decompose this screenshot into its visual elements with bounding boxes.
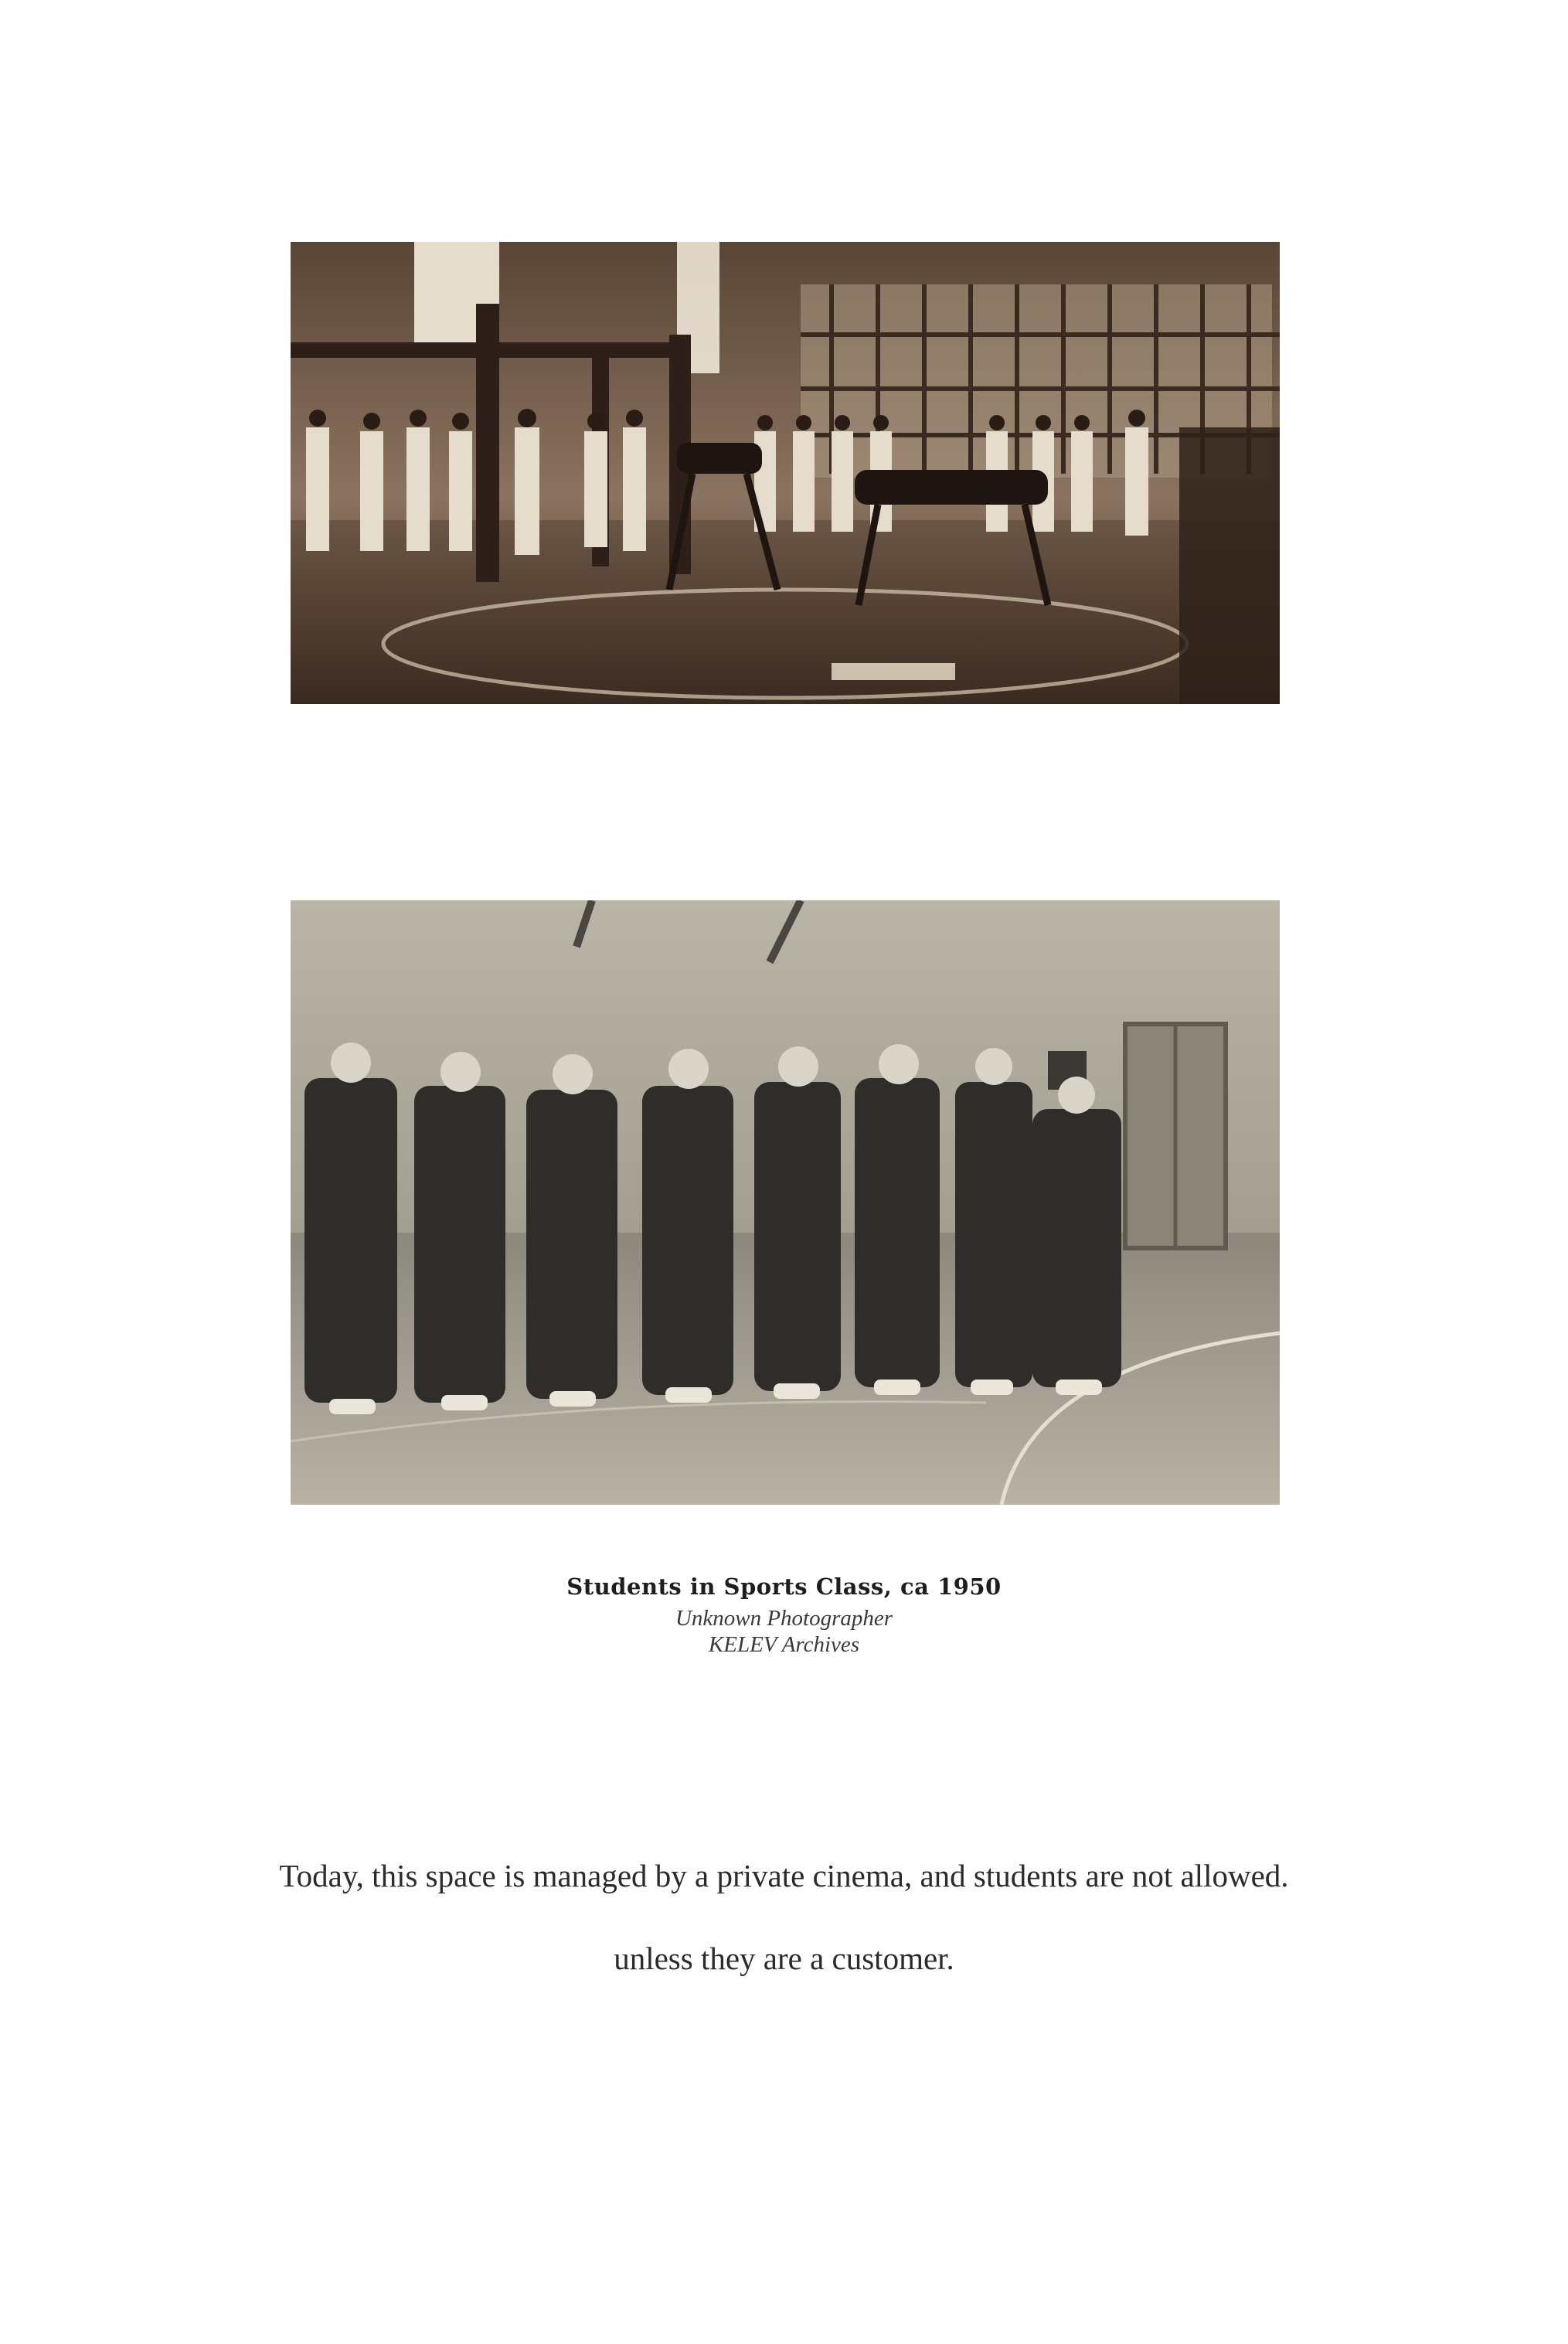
caption-archive: KELEV Archives <box>708 1632 860 1657</box>
body-paragraph: Today, this space is managed by a private cinema, and students are not allowed. <box>279 1858 1289 1893</box>
body-paragraph-continued: unless they are a customer. <box>614 1941 954 1976</box>
caption-photographer: Unknown Photographer <box>675 1606 893 1631</box>
caption-title: Students in Sports Class, ca 1950 <box>566 1573 1002 1600</box>
team-photo <box>291 900 1280 1505</box>
gymnasium-photo <box>291 242 1280 704</box>
